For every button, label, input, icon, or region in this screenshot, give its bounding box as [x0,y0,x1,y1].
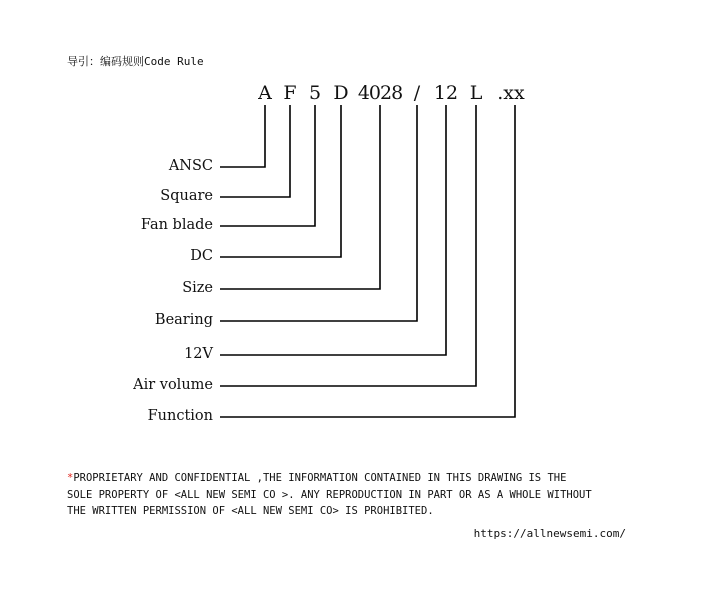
code-part-5: 5 [308,82,322,104]
label-square: Square [160,188,213,204]
label-fan-blade: Fan blade [140,217,213,233]
label-bearing: Bearing [154,312,213,328]
connector-12v [220,105,446,355]
code-part-l: L [469,82,483,104]
label-function: Function [147,408,213,424]
connector-ansc [220,105,265,167]
code-part-slash: / [413,82,421,104]
connector-square [220,105,290,197]
code-part-voltage: 12 [433,82,459,104]
code-part-suffix: .xx [497,82,525,104]
code-part-d: D [333,82,349,104]
notice-line-3: THE WRITTEN PERMISSION OF <ALL NEW SEMI CO> IS PROHIBITED. [67,505,434,517]
code-part-size: 4028 [357,82,403,104]
notice-line-1 [67,470,592,487]
label-size: Size [182,280,213,296]
label-12v: 12V [184,346,213,362]
website-url[interactable]: https://allnewsemi.com/ [473,527,626,540]
label-ansc: ANSC [168,158,213,174]
notice-line-1-text: PROPRIETARY AND CONFIDENTIAL ,THE INFORMATION CONTAINED IN THIS DRAWING IS THE [73,472,567,484]
label-dc: DC [190,248,213,264]
notice-star: * [67,472,74,484]
page-heading: 导引：编码规则Code Rule [67,55,204,68]
code-part-a: A [258,82,272,104]
notice-line-2: SOLE PROPERTY OF <ALL NEW SEMI CO >. ANY REPRODUCTION IN PART OR AS A WHOLE WITHOUT [67,488,592,501]
label-air-volume: Air volume [133,377,213,393]
connector-fan-blade [220,105,315,226]
connector-dc [220,105,341,257]
code-part-f: F [283,82,297,104]
connector-air-volume [220,105,476,386]
confidential-notice [67,470,592,520]
